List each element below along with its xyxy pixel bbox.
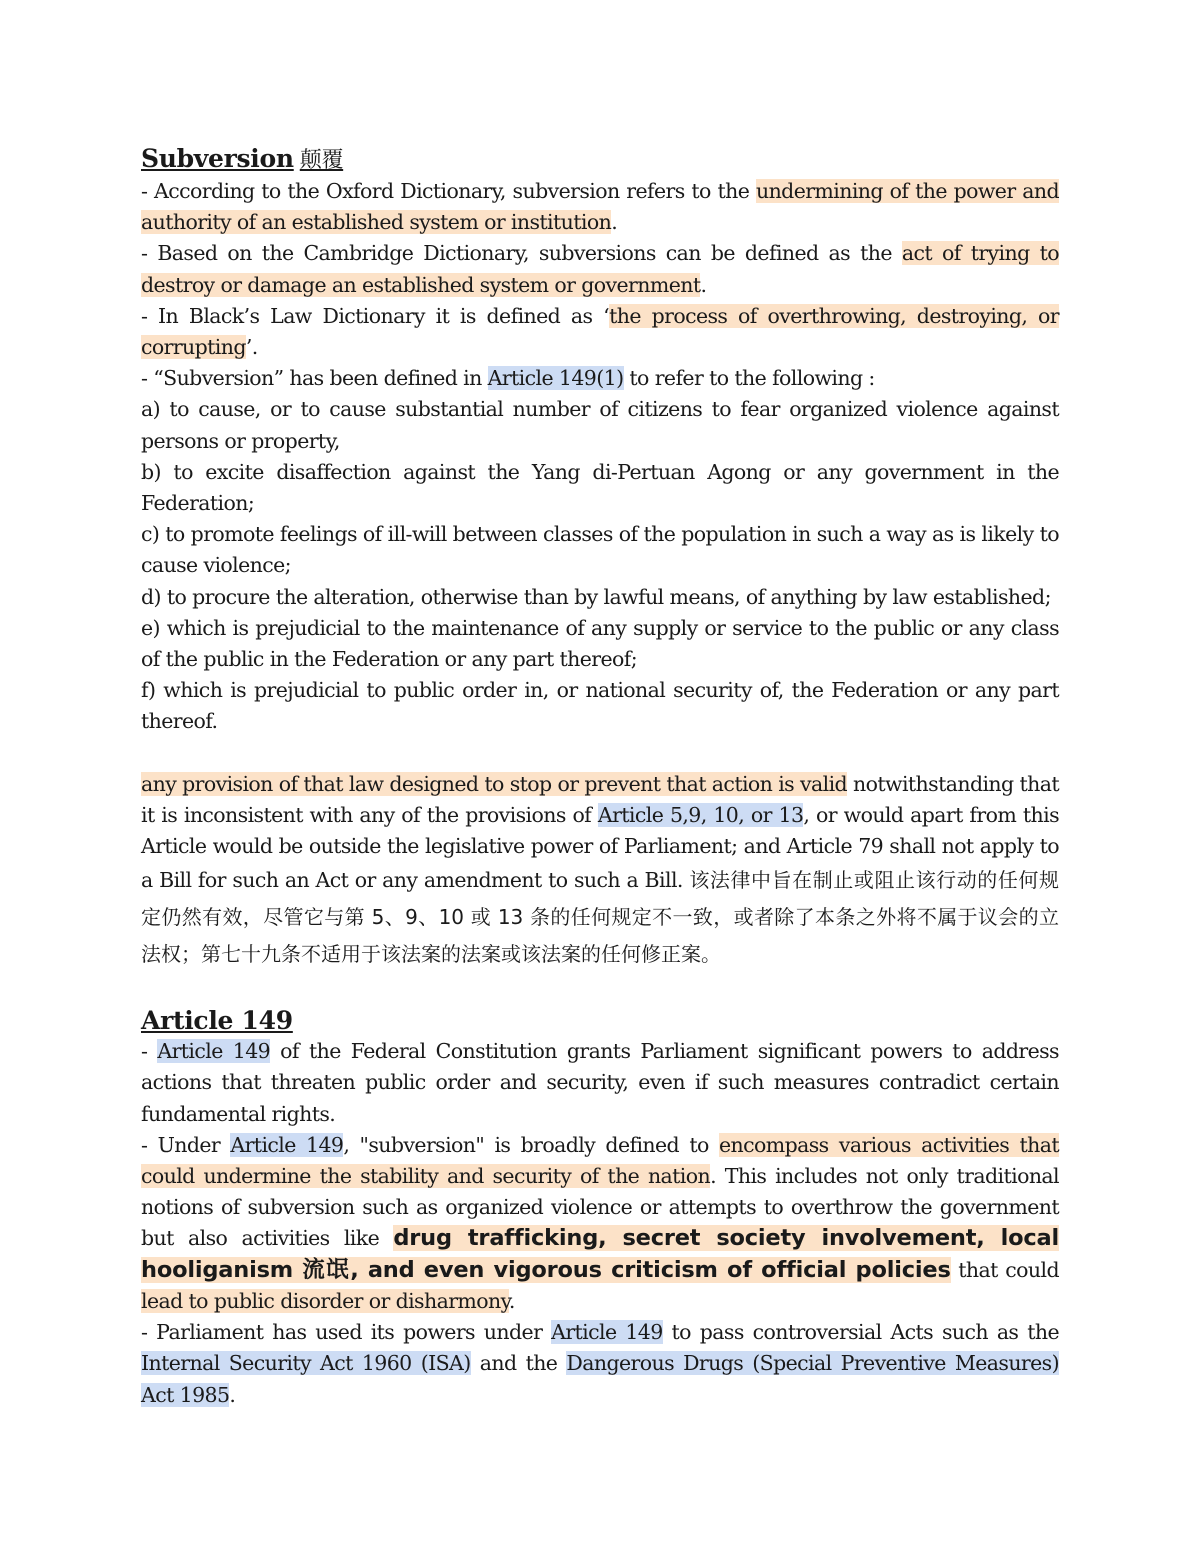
text-run: . [508,1288,515,1313]
list-item-d: d) to procure the alteration, otherwise than by lawful means, of anything by law established; [141,584,1051,609]
text-run: and the [470,1351,567,1376]
highlight-orange: the process of overthrowing, destroying, or corrupting [141,303,1059,360]
highlight-blue: Article 149 [230,1132,344,1157]
text-run: , or would apart from this Article would be outside the legislative power of Parliament; and Article 79 shall not apply to a Bill for such an Act or any amendment to such a Bill. [141,802,1059,893]
paragraph-valid-provision [141,769,1059,974]
highlight-orange: act of trying to destroy or damage an established system or government [141,241,1059,297]
paragraph-article-149-powers [141,1036,1059,1130]
highlight-blue: Article 149(1) [487,366,624,391]
highlight-blue: Article 149 [157,1039,271,1064]
heading-text: Subversion [141,144,294,173]
highlight-blue: Dangerous Drugs (Special Preventive Measures) Act 1985 [141,1351,1059,1407]
text-run: - [141,1039,158,1064]
text-run: - “Subversion” has been defined in [141,366,488,391]
paragraph-blacks-definition [141,301,1059,363]
paragraph-oxford-definition [141,176,1059,238]
paragraph-subversion-broad [141,1130,1059,1317]
list-item-a: a) to cause, or to cause substantial number of citizens to fear organized violence against persons or property, [141,397,1059,453]
highlight-orange: any provision of that law designed to stop or prevent that action is valid [141,771,848,796]
paragraph-article-149-1 [141,363,1059,394]
list-item-b: b) to excite disaffection against the Yang di-Pertuan Agong or any government in the Federation; [141,459,1059,516]
blank-line [141,973,1059,1005]
text-run: - Parliament has used its powers under [141,1320,552,1345]
chinese-translation: 该法律中旨在制止或阻止该行动的任何规定仍然有效，尽管它与第 5、9、10 或 13 条的任何规定不一致，或者除了本条之外将不属于议会的立法权；第七十九条不适用于该法案的法案或该法案的任何修正案。 [141,868,1059,967]
list-item-e: e) which is prejudicial to the maintenance of any supply or service to the public or any class of the public in the Federation or any part thereof; [141,615,1059,672]
text-run: to refer to the following : [623,366,875,391]
text-run: - Based on the Cambridge Dictionary, subversions can be defined as the [141,241,902,266]
heading-cjk-text: 颠覆 [299,148,344,173]
document-body [141,143,1059,1411]
highlight-blue: Article 5,9, 10, or 13 [597,802,804,827]
text-run: ’. [245,335,258,360]
highlight-blue: Article 149 [551,1320,663,1345]
text-run: notwithstanding that it is inconsistent with any of the provisions of [141,771,1059,827]
highlight-orange: lead to public disorder or disharmony [141,1288,509,1313]
list-item-f: f) which is prejudicial to public order in, or national security of, the Federation or any part thereof. [141,678,1059,734]
text-run: to pass controversial Acts such as the [662,1320,1059,1345]
highlight-orange: undermining of the power and authority of an established system or institution [141,179,1059,235]
section-heading-subversion [141,143,1059,176]
text-run: - In Black’s Law Dictionary it is defined as ‘ [141,303,610,328]
text-run: . [700,272,707,297]
text-run: - Under [141,1132,231,1157]
highlight-blue: Internal Security Act 1960 (ISA) [141,1351,471,1376]
text-run: . [229,1382,236,1407]
paragraph-parliament-acts [141,1317,1059,1411]
highlight-orange: encompass various activities that could undermine the stability and security of the nation [141,1132,1059,1189]
text-run: that could [950,1257,1059,1282]
text-run: - According to the Oxford Dictionary, subversion refers to the [141,179,756,203]
paragraph-cambridge-definition [141,238,1059,300]
blank-line [141,738,1059,769]
text-run: . This includes not only traditional notions of subversion such as organized violence or attempts to overthrow the government but also activities like [141,1164,1059,1251]
heading-text: Article 149 [141,1006,293,1036]
section-heading-article-149 [141,1005,1059,1036]
text-run: . [611,210,618,235]
highlight-orange-bold: drug trafficking, secret society involvement, local hooliganism 流氓, and even vigorous criticism of official policies [141,1225,1059,1283]
text-run: of the Federal Constitution grants Parliament significant powers to address actions that threaten public order and security, even if such measures contradict certain fundamental rights. [141,1039,1059,1126]
list-item-c: c) to promote feelings of ill-will between classes of the population in such a way as is likely to cause violence; [141,522,1059,578]
text-run: , "subversion" is broadly defined to [343,1132,719,1157]
